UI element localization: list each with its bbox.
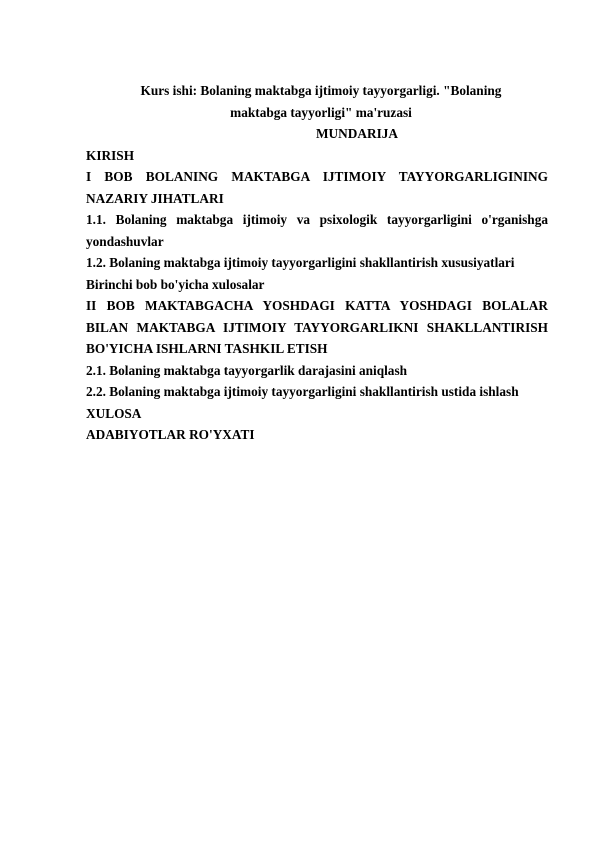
toc-line: 2.1. Bolaning maktabga tayyorgarlik darajasini aniqlash	[86, 362, 408, 378]
toc-line: Birinchi bob bo'yicha xulosalar	[86, 276, 265, 292]
toc-line: 1.2. Bolaning maktabga ijtimoiy tayyorgarligini shakllantirish xususiyatlari	[86, 255, 515, 270]
toc-line: I BOB BOLANING MAKTABGA IJTIMOIY TAYYORGARLIGINING	[86, 169, 548, 184]
contents-heading: MUNDARIJA	[316, 126, 398, 141]
toc-item-section-1-2	[86, 252, 548, 274]
toc-item-section-2-1	[86, 360, 548, 382]
toc-item-bibliography	[86, 424, 548, 446]
toc-line: yondashuvlar	[86, 233, 164, 249]
toc-item-introduction	[86, 145, 548, 167]
toc-item-section-1-1	[86, 209, 548, 252]
toc-item-chapter-2	[86, 295, 548, 360]
table-of-contents	[86, 145, 548, 446]
toc-line: 1.1. Bolaning maktabga ijtimoiy va psixologik tayyorgarligini o'rganishga	[86, 212, 548, 227]
toc-line: II BOB MAKTABGACHA YOSHDAGI KATTA YOSHDAGI BOLALAR	[86, 298, 548, 313]
toc-item-chapter-1	[86, 166, 548, 209]
toc-item-conclusion	[86, 403, 548, 425]
toc-line: NAZARIY JIHATLARI	[86, 190, 224, 206]
document-title	[86, 80, 548, 123]
toc-line: ADABIYOTLAR RO'YXATI	[86, 427, 255, 442]
toc-item-chapter-1-conclusions	[86, 274, 548, 296]
toc-line: BO'YICHA ISHLARNI TASHKIL ETISH	[86, 341, 328, 356]
toc-line: 2.2. Bolaning maktabga ijtimoiy tayyorgarligini shakllantirish ustida ishlash	[86, 384, 519, 399]
toc-line: BILAN MAKTABGA IJTIMOIY TAYYORGARLIKNI SHAKLLANTIRISH	[86, 319, 548, 335]
toc-item-section-2-2	[86, 381, 548, 403]
document-content	[86, 80, 548, 446]
toc-line: XULOSA	[86, 405, 142, 421]
title-line-1: Kurs ishi: Bolaning maktabga ijtimoiy tayyorgarligi. "Bolaning	[140, 83, 502, 98]
title-line-2: maktabga tayyorligi" ma'ruzasi	[230, 104, 412, 120]
toc-line: KIRISH	[86, 147, 135, 163]
